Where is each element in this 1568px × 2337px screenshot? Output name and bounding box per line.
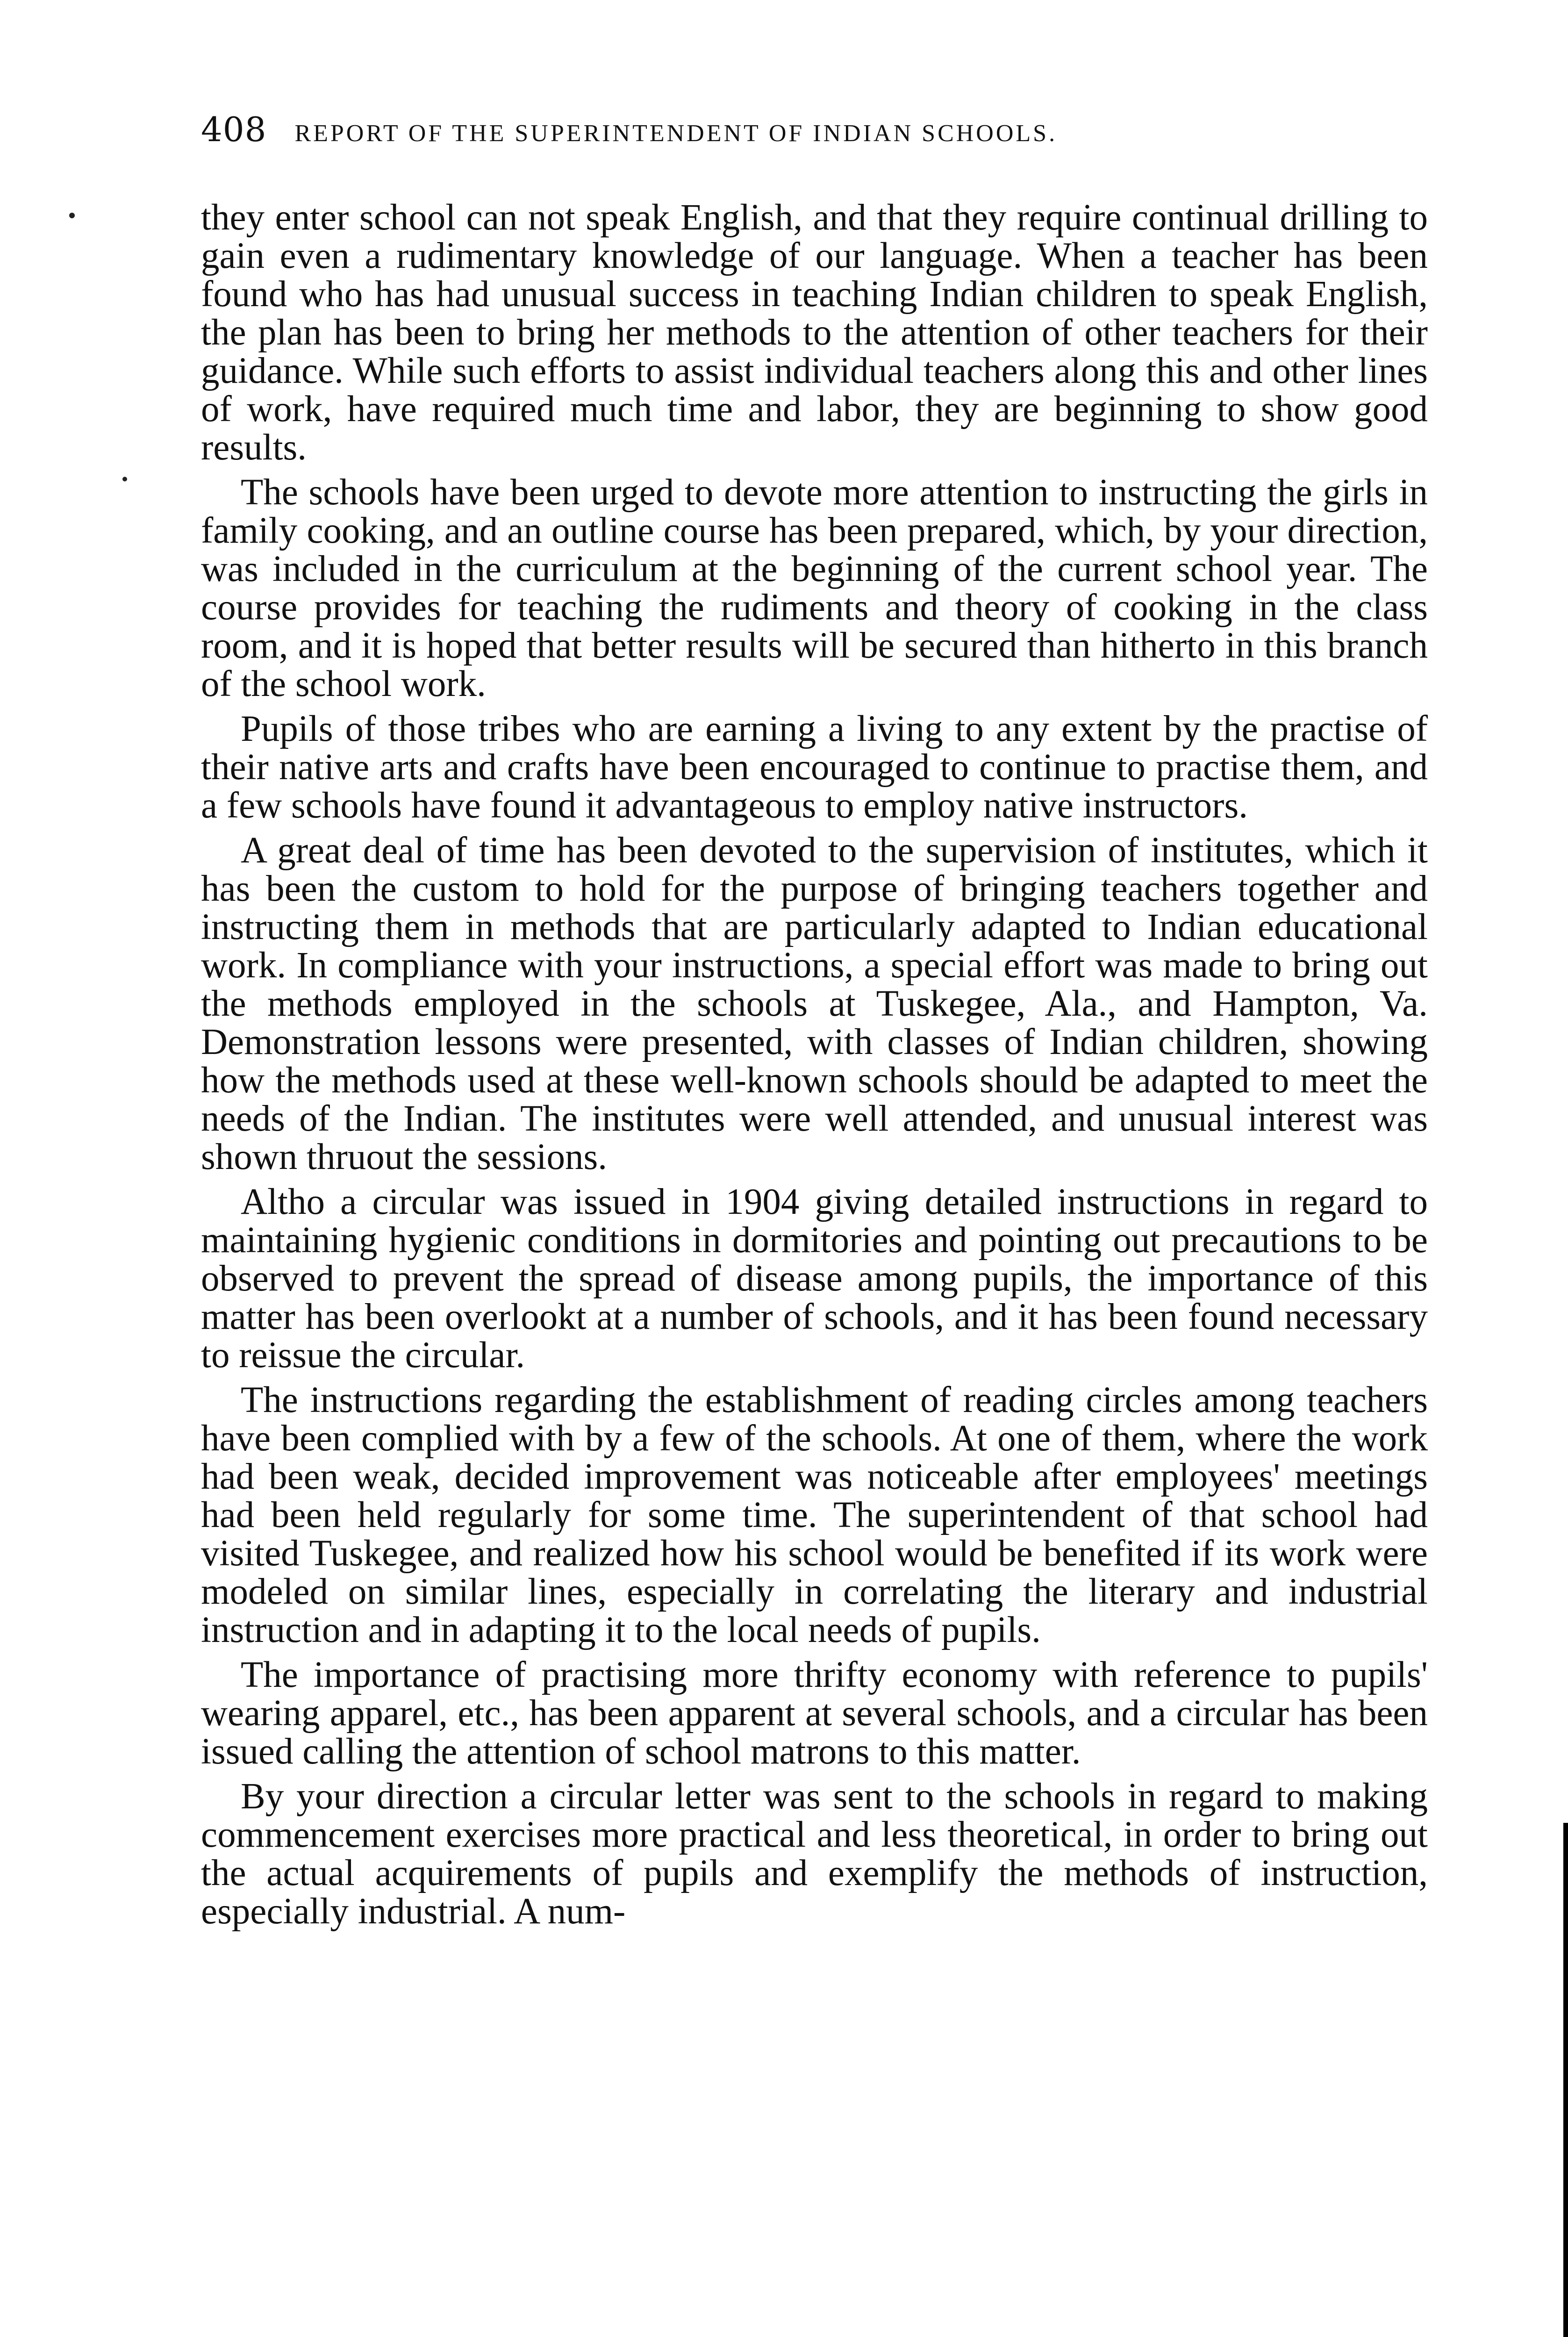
paragraph-thrift: The importance of practising more thrifty economy with reference to pupils' wearing apparel, etc., has been apparent at several schools, and a circular has been issued calling the attention of school matrons to this matter. [201, 1655, 1428, 1772]
body-text [201, 199, 1428, 2293]
page-number: 408 [201, 110, 267, 149]
scan-speck [122, 477, 127, 481]
paragraph-continued: they enter school can not speak English, and that they require continual drilling to gain even a rudimentary knowledge of our language. When a teacher has been found who has had unusual success in teaching Indian children to speak English, the plan has been to bring her methods to the attention of other teachers for their guidance. While such efforts to assist individual teachers along this and other lines of work, have required much time and labor, they are beginning to show good results. [201, 199, 1428, 468]
paragraph-native-arts: Pupils of those tribes who are earning a living to any extent by the practise of their native arts and crafts have been encouraged to continue to practise them, and a few schools have found it advantageous to employ native instructors. [201, 709, 1428, 826]
paragraph-reading-circles: The instructions regarding the establishment of reading circles among teachers have been complied with by a few of the schools. At one of them, where the work had been weak, decided improvement was noticeable after employees' meetings had been held regularly for some time. The superintendent of that school had visited Tuskegee, and realized how his school would be benefited if its work were modeled on similar lines, especially in correlating the literary and industrial instruction and in adapting it to the local needs of pupils. [201, 1380, 1428, 1650]
page-header [201, 110, 1416, 157]
scan-border-right [1563, 1823, 1568, 2337]
paragraph-hygiene-circular: Altho a circular was issued in 1904 giving detailed instructions in regard to maintaining hygienic conditions in dormitories and pointing out precautions to be observed to prevent the spread of disease among pupils, the importance of this matter has been overlookt at a number of schools, and it has been found necessary to reissue the circular. [201, 1182, 1428, 1376]
paragraph-commencement: By your direction a circular letter was sent to the schools in regard to making commencement exercises more practical and less theoretical, in order to bring out the actual acquirements of pupils and exemplify the methods of instruction, especially industrial. A num- [201, 1776, 1428, 1932]
paragraph-institutes: A great deal of time has been devoted to the supervision of institutes, which it has been the custom to hold for the purpose of bringing teachers together and instructing them in methods that are particularly adapted to Indian educational work. In compliance with your instructions, a special effort was made to bring out the methods employed in the schools at Tuskegee, Ala., and Hampton, Va. Demonstration lessons were presented, with classes of Indian children, showing how the methods used at these well-known schools should be adapted to meet the needs of the Indian. The institutes were well attended, and unusual interest was shown thruout the sessions. [201, 830, 1428, 1177]
paragraph-cooking: The schools have been urged to devote more attention to instructing the girls in family cooking, and an outline course has been prepared, which, by your direction, was included in the curriculum at the beginning of the current school year. The course provides for teaching the rudiments and theory of cooking in the class room, and it is hoped that better results will be secured than hitherto in this branch of the school work. [201, 472, 1428, 704]
scan-speck [69, 213, 75, 218]
running-head: REPORT OF THE SUPERINTENDENT OF INDIAN SCHOOLS. [294, 120, 1058, 147]
